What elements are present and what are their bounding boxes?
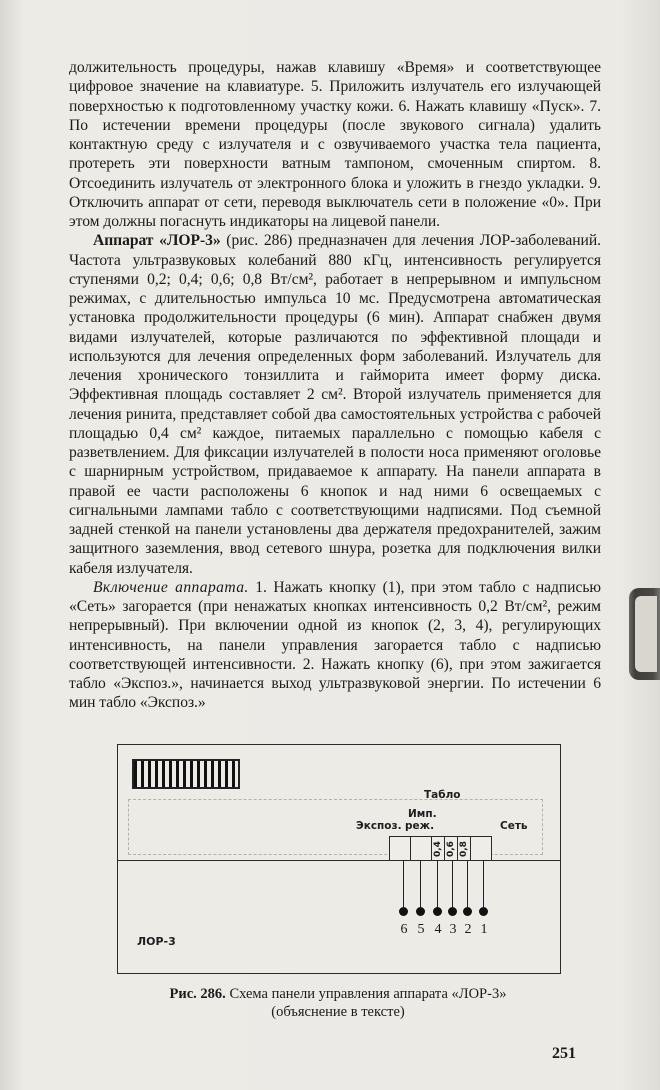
intensity-label-06: 0,6 — [446, 841, 456, 857]
device-description: (рис. 286) предназначен для лечения ЛОР-заболеваний. Частота ультразвуковых колебаний 880 кГц, интенсивность регулируется ступенями 0,2; 0,4; 0,6; 0,8 Вт/см², работает в непрерывном и импульсном режимах, с длительностью импульса 10 мс. Предусмотрена автоматическая установка продолжительности процедуры (6 мин). Аппарат снабжен двумя видами излучателей, которые различаются по эффективной площади и используются для лечения определенных форм заболеваний. Излучатель для лечения хронического тонзиллита и гайморита имеет форму диска. Эффективная площадь составляет 2 см². Второй излучатель применяется для лечения ринита, представляет собой два самостоятельных устройства с рабочей площадью 0,4 см² каждое, питаемых параллельно с помощью кабеля с разветвлением. Для фиксации излучателей в полости носа применяют оголовье с шарнирным устройством, придаваемое к аппарату. На панели аппарата в правой ее части расположены 6 кнопок и над ними 6 освещаемых с сигнальными лампами табло с соответствующими надписями. Под съемной задней стенкой на панели установлены два держателя предохранителей, зажим защитного заземления, ввод сетевого шнура, розетка для подключения вилки кабеля излучателя. — [69, 232, 601, 577]
knob-number-1: 1 — [480, 922, 488, 937]
tablo-label: Табло — [424, 789, 461, 801]
knob-number-3: 3 — [449, 922, 457, 937]
tablo-imp — [410, 836, 432, 860]
indicator-strip — [132, 759, 240, 789]
knob-1 — [479, 907, 488, 916]
intensity-label-08: 0,8 — [459, 841, 469, 857]
set-label: Сеть — [500, 820, 528, 832]
knob-6 — [399, 907, 408, 916]
paragraph-switch-on — [69, 578, 601, 713]
paragraph-lor3-description — [69, 231, 601, 578]
page-number: 251 — [552, 1045, 576, 1062]
rezh-label: реж. — [405, 820, 435, 832]
device-heading: Аппарат «ЛОР-3» — [93, 232, 221, 250]
paragraph-procedure-end: должительность процедуры, нажав клавишу «Время» и соответствующее цифровое значение на клавиатуре. 5. Приложить излучатель его излучающей поверхностью к подготовленному участку кожи. 6. Нажать клавишу «Пуск». 7. По истечении времени процедуры (после звукового сигнала) удалить контактную среду с излучателя и с озвучиваемого участка тела пациента, протереть эти поверхности ватным тампоном, смоченным спиртом. 8. Отсоединить излучатель от электронного блока и уложить в гнездо укладки. 9. Отключить аппарат от сети, переводя выключатель сети в положение «0». При этом должны погаснуть индикаторы на лицевой панели. — [69, 59, 601, 230]
thumb-index-tab — [629, 588, 660, 680]
tablo-ekspoz — [389, 836, 411, 860]
switch-on-heading: Включение аппарата. — [93, 578, 249, 596]
body-text — [69, 58, 601, 713]
knob-5 — [416, 907, 425, 916]
knob-number-6: 6 — [400, 922, 408, 937]
knob-number-5: 5 — [417, 922, 425, 937]
figure-panel-diagram — [117, 744, 561, 974]
caption-number: Рис. 286. — [169, 986, 226, 1002]
figure-caption — [117, 985, 559, 1021]
caption-line-2: (объяснение в тексте) — [271, 1004, 405, 1020]
knob-2 — [463, 907, 472, 916]
knob-number-2: 2 — [464, 922, 472, 937]
knob-number-4: 4 — [434, 922, 442, 937]
imp-label: Имп. — [408, 808, 437, 820]
tablo-set — [470, 836, 492, 860]
panel-divider-line — [118, 860, 560, 861]
caption-title: Схема панели управления аппарата «ЛОР-3» — [225, 986, 507, 1002]
device-name-label: ЛОР-3 — [137, 935, 176, 948]
caption-line-1 — [117, 985, 559, 1003]
knob-4 — [433, 907, 442, 916]
intensity-label-04: 0,4 — [433, 841, 443, 857]
ekspoz-label: Экспоз. — [356, 820, 402, 832]
knob-3 — [448, 907, 457, 916]
switch-on-steps: 1. Нажать кнопку (1), при этом табло с надписью «Сеть» загорается (при ненажатых кнопках интенсивность 0,2 Вт/см², режим непрерывный). При включении одной из кнопок (2, 3, 4), регулирующих интенсивность, на панели управления загорается табло с надписью соответствующей интенсивности. 2. Нажать кнопку (6), при этом зажигается табло «Экспоз.», начинается выход ультразвуковой энергии. По истечении 6 мин табло «Экспоз.» — [69, 578, 601, 712]
